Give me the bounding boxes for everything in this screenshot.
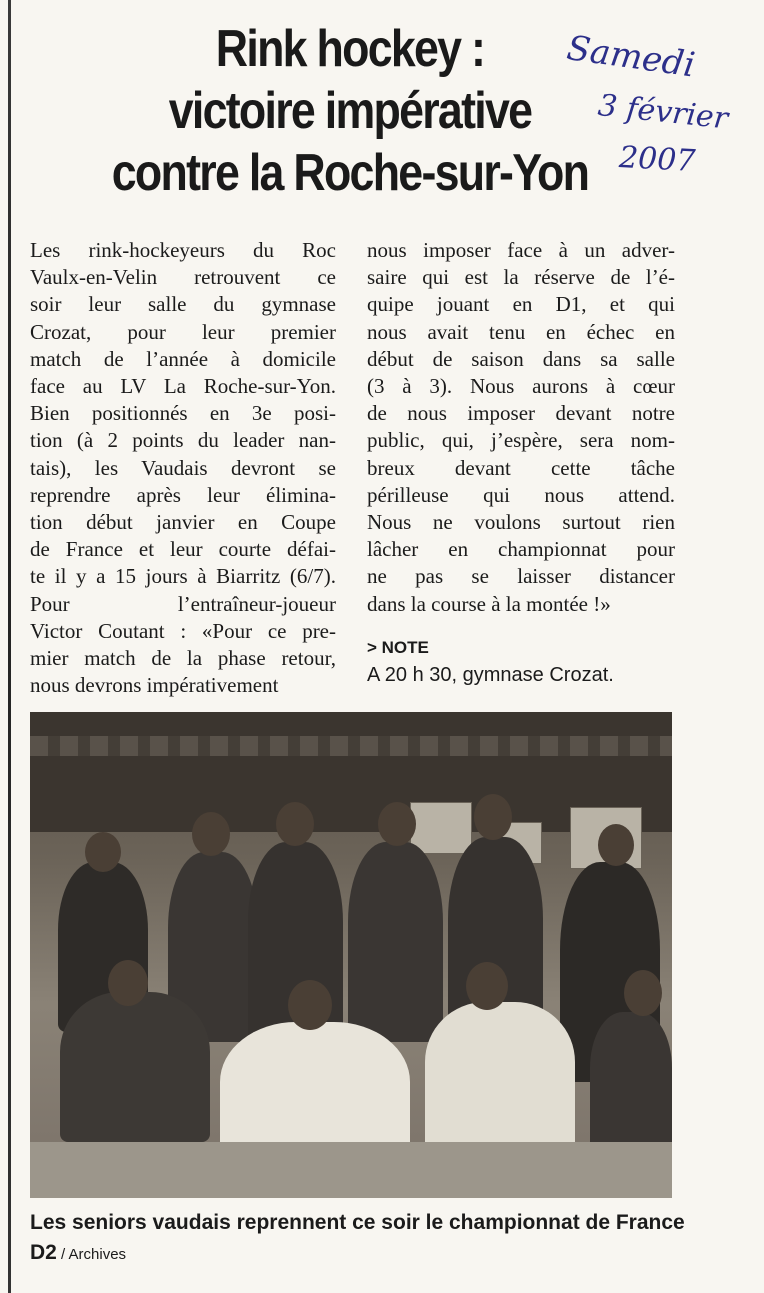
player-head bbox=[85, 832, 121, 872]
article-line: lâcher en championnat pour bbox=[367, 537, 675, 562]
article-line: breux devant cette tâche bbox=[367, 455, 675, 480]
article-line: périlleuse qui nous attend. bbox=[367, 482, 675, 507]
player-head bbox=[108, 960, 148, 1006]
article-line: face au LV La Roche-sur-Yon. bbox=[30, 374, 336, 399]
article-line: tais), les Vaudais devront se bbox=[30, 455, 336, 480]
article-line: Victor Coutant : «Pour ce pre- bbox=[30, 618, 336, 643]
article-line: Crozat, pour leur premier bbox=[30, 319, 336, 344]
photo-board bbox=[410, 802, 472, 854]
player-head bbox=[474, 794, 512, 840]
article-line: public, qui, j’espère, sera nom- bbox=[367, 428, 675, 453]
page-edge bbox=[8, 0, 11, 1293]
player-figure bbox=[348, 842, 443, 1042]
article-line: tion (à 2 points du leader nan- bbox=[30, 428, 336, 453]
player-figure bbox=[590, 1012, 672, 1152]
player-head bbox=[466, 962, 508, 1010]
caption-credit: / Archives bbox=[56, 1246, 127, 1263]
headline-line-3: contre la Roche-sur-Yon bbox=[111, 144, 589, 202]
player-head bbox=[192, 812, 230, 856]
article-line: reprendre après leur élimina- bbox=[30, 482, 336, 507]
article-line: mier match de la phase retour, bbox=[30, 646, 336, 671]
article-line: de nous imposer devant notre bbox=[367, 401, 675, 426]
article-line: nous imposer face à un adver- bbox=[367, 238, 675, 262]
article-line: soir leur salle du gymnase bbox=[30, 292, 336, 317]
article-column-1 bbox=[30, 237, 336, 699]
article-line: Nous ne voulons surtout rien bbox=[367, 510, 675, 535]
handwritten-date-month: 3 février bbox=[596, 88, 730, 137]
article-line: Vaulx-en-Velin retrouvent ce bbox=[30, 265, 336, 290]
caption-text: Les seniors vaudais reprennent ce soir le championnat de France D2 bbox=[30, 1211, 685, 1264]
headline-line-2: victoire impérative bbox=[168, 82, 532, 140]
article-line: dans la course à la montée !» bbox=[367, 591, 611, 616]
article-line: quipe jouant en D1, et qui bbox=[367, 292, 675, 317]
photo-floor bbox=[30, 1142, 672, 1198]
article-line: saire qui est la réserve de l’é- bbox=[367, 265, 675, 290]
handwritten-date bbox=[564, 28, 750, 179]
player-head bbox=[378, 802, 416, 846]
note-label: > NOTE bbox=[367, 638, 429, 657]
player-head bbox=[288, 980, 332, 1030]
headline-line-1: Rink hockey : bbox=[215, 20, 485, 78]
player-figure bbox=[60, 992, 210, 1142]
photo-caption bbox=[30, 1208, 690, 1270]
player-head bbox=[624, 970, 662, 1016]
article-line: Pour l’entraîneur-joueur bbox=[30, 591, 336, 616]
article-line: match de l’année à domicile bbox=[30, 346, 336, 371]
article-line: (3 à 3). Nous aurons à cœur bbox=[367, 374, 675, 399]
player-head bbox=[598, 824, 634, 866]
headline bbox=[75, 18, 625, 204]
article-line: de France et leur courte défai- bbox=[30, 537, 336, 562]
article-line: début de saison dans sa salle bbox=[367, 346, 675, 371]
article-line: ne pas se laisser distancer bbox=[367, 564, 675, 589]
article-line: nous devrons impérativement bbox=[30, 673, 279, 698]
handwritten-day: Samedi bbox=[564, 28, 698, 86]
goalkeeper-figure bbox=[425, 1002, 575, 1152]
article-line: tion début janvier en Coupe bbox=[30, 510, 336, 535]
article-column-2 bbox=[367, 237, 675, 618]
article-line: Les rink-hockeyeurs du Roc bbox=[30, 238, 336, 262]
team-photo bbox=[30, 712, 672, 1198]
article-line: te il y a 15 jours à Biarritz (6/7). bbox=[30, 564, 336, 589]
article-line: nous avait tenu en échec en bbox=[367, 319, 675, 344]
article-line: Bien positionnés en 3e posi- bbox=[30, 401, 336, 426]
note-text: A 20 h 30, gymnase Crozat. bbox=[367, 664, 614, 686]
photo-pennants bbox=[30, 736, 672, 756]
handwritten-year: 2007 bbox=[618, 140, 697, 179]
player-head bbox=[276, 802, 314, 846]
